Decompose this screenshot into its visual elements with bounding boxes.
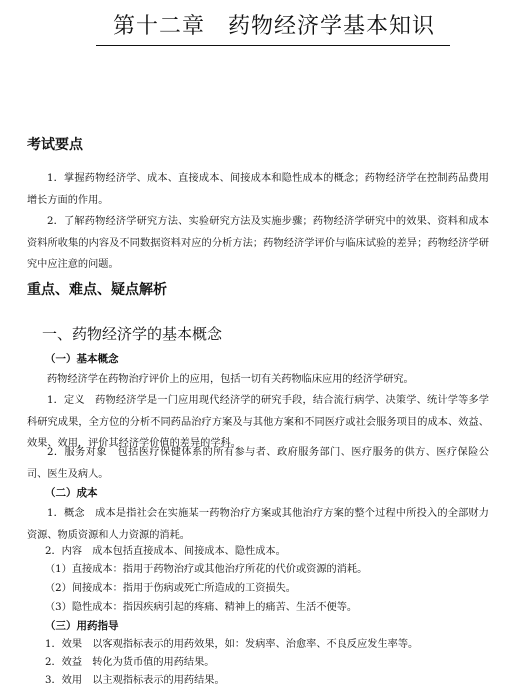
cost-concept-paragraph: 1．概念 成本是指社会在实施某一药物治疗方案或其他治疗方案的整个过程中所投入的全部财力资源、物质资源和人力资源的消耗。 (27, 508, 489, 541)
chapter-title-rule (96, 45, 450, 46)
part-heading-medication-guidance: （三）用药指导 (45, 620, 119, 632)
exam-point-1: 1．掌握药物经济学、成本、直接成本、间接成本和隐性成本的概念；药物经济学在控制药品费用增长方面的作用。 (27, 173, 489, 206)
guidance-item-utility: 3．效用 以主观指标表示的用药结果。 (45, 675, 225, 686)
part-heading-cost: （二）成本 (45, 487, 98, 499)
guidance-item-effect: 1．效果 以客观指标表示的用药效果，如：发病率、治愈率、不良反应发生率等。 (45, 639, 419, 650)
guidance-item-benefit: 2．效益 转化为货币值的用药结果。 (45, 657, 215, 668)
cost-item-indirect: （2）间接成本：指用于伤病或死亡所造成的工资损失。 (45, 583, 296, 594)
service-target-paragraph: 2．服务对象 包括医疗保健体系的所有参与者、政府服务部门、医疗服务的供方、医疗保险公司、医生及病人。 (27, 447, 489, 480)
exam-point-2: 2．了解药物经济学研究方法、实验研究方法及实施步骤；药物经济学研究中的效果、资料和成本资料所收集的内容及不同数据资料对应的分析方法；药物经济学评价与临床试验的差异；药物经济学研究中应注意的问题。 (27, 216, 489, 270)
chapter-title: 第十二章 药物经济学基本知识 (112, 14, 435, 39)
definition-paragraph: 1．定义 药物经济学是一门应用现代经济学的研究手段，结合流行病学、决策学、统计学等多学科研究成果，全方位的分析不同药品治疗方案及与其他方案和不同医疗或社会服务项目的成本、效益、效果、效用，评价其经济学价值的差异的学科。 (27, 395, 489, 449)
basic-concepts-intro: 药物经济学在药物治疗评价上的应用，包括一切有关药物临床应用的经济学研究。 (47, 374, 414, 385)
section-heading-exam-points: 考试要点 (27, 137, 83, 153)
cost-content-line: 2．内容 成本包括直接成本、间接成本、隐性成本。 (45, 546, 286, 557)
cost-item-hidden: （3）隐性成本：指因疾病引起的疼痛、精神上的痛苦、生活不便等。 (45, 602, 358, 613)
part-heading-basic-concepts: （一）基本概念 (45, 353, 119, 365)
cost-item-direct: （1）直接成本：指用于药物治疗或其他治疗所花的代价或资源的消耗。 (45, 564, 368, 575)
section-heading-analysis: 重点、难点、疑点解析 (27, 282, 167, 298)
subsection-heading-basic-concepts: 一、药物经济学的基本概念 (42, 325, 223, 343)
